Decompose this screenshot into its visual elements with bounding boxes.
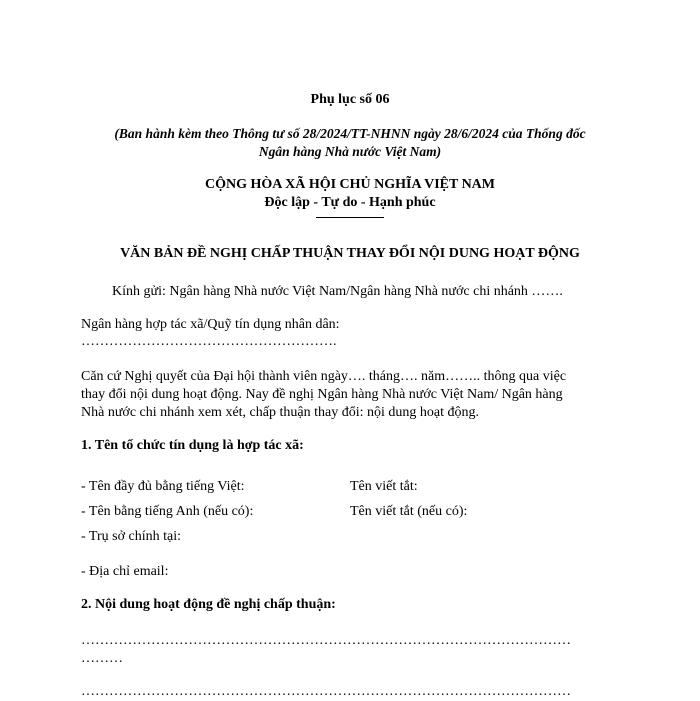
section-2-dots-line-2: ……… bbox=[81, 651, 123, 666]
basis-line-1: Căn cứ Nghị quyết của Đại hội thành viên ngày…. tháng…. năm…….. thông qua việc bbox=[81, 369, 567, 384]
field-email: - Địa chỉ email: bbox=[81, 564, 169, 579]
field-short-name: Tên viết tắt: bbox=[350, 479, 418, 494]
motto-underline bbox=[316, 217, 384, 218]
section-2-dots-line-1: …………………………………………………………………………………………… bbox=[81, 633, 571, 648]
bank-label: Ngân hàng hợp tác xã/Quỹ tín dụng nhân dân: bbox=[81, 317, 340, 332]
section-1-heading: 1. Tên tổ chức tín dụng là hợp tác xã: bbox=[81, 438, 304, 453]
field-short-name-en: Tên viết tắt (nếu có): bbox=[350, 504, 468, 519]
bank-dots: ………………………………………………. bbox=[81, 334, 337, 349]
field-full-name-vi: - Tên đầy đủ bằng tiếng Việt: bbox=[81, 479, 245, 494]
recipient-line: Kính gửi: Ngân hàng Nhà nước Việt Nam/Ngân hàng Nhà nước chi nhánh ……. bbox=[112, 284, 563, 299]
document-title: VĂN BẢN ĐỀ NGHỊ CHẤP THUẬN THAY ĐỔI NỘI DUNG HOẠT ĐỘNG bbox=[120, 246, 580, 261]
field-name-en: - Tên bằng tiếng Anh (nếu có): bbox=[81, 504, 254, 519]
basis-line-2: thay đổi nội dung hoạt động. Nay đề nghị Ngân hàng Nhà nước Việt Nam/ Ngân hàng bbox=[81, 387, 563, 402]
national-title: CỘNG HÒA XÃ HỘI CHỦ NGHĨA VIỆT NAM bbox=[204, 177, 495, 192]
appendix-number: Phụ lục số 06 bbox=[310, 92, 390, 107]
field-head-office: - Trụ sở chính tại: bbox=[81, 529, 181, 544]
issued-by-line-2: Ngân hàng Nhà nước Việt Nam) bbox=[258, 144, 442, 159]
section-2-heading: 2. Nội dung hoạt động đề nghị chấp thuận: bbox=[81, 597, 336, 612]
issued-by-line-1: (Ban hành kèm theo Thông tư số 28/2024/TT-NHNN ngày 28/6/2024 của Thống đốc bbox=[114, 126, 586, 141]
section-2-dots-line-3: …………………………………………………………………………………………… bbox=[81, 684, 571, 699]
basis-line-3: Nhà nước chi nhánh xem xét, chấp thuận thay đổi: nội dung hoạt động. bbox=[81, 405, 479, 420]
national-motto: Độc lập - Tự do - Hạnh phúc bbox=[264, 195, 436, 210]
